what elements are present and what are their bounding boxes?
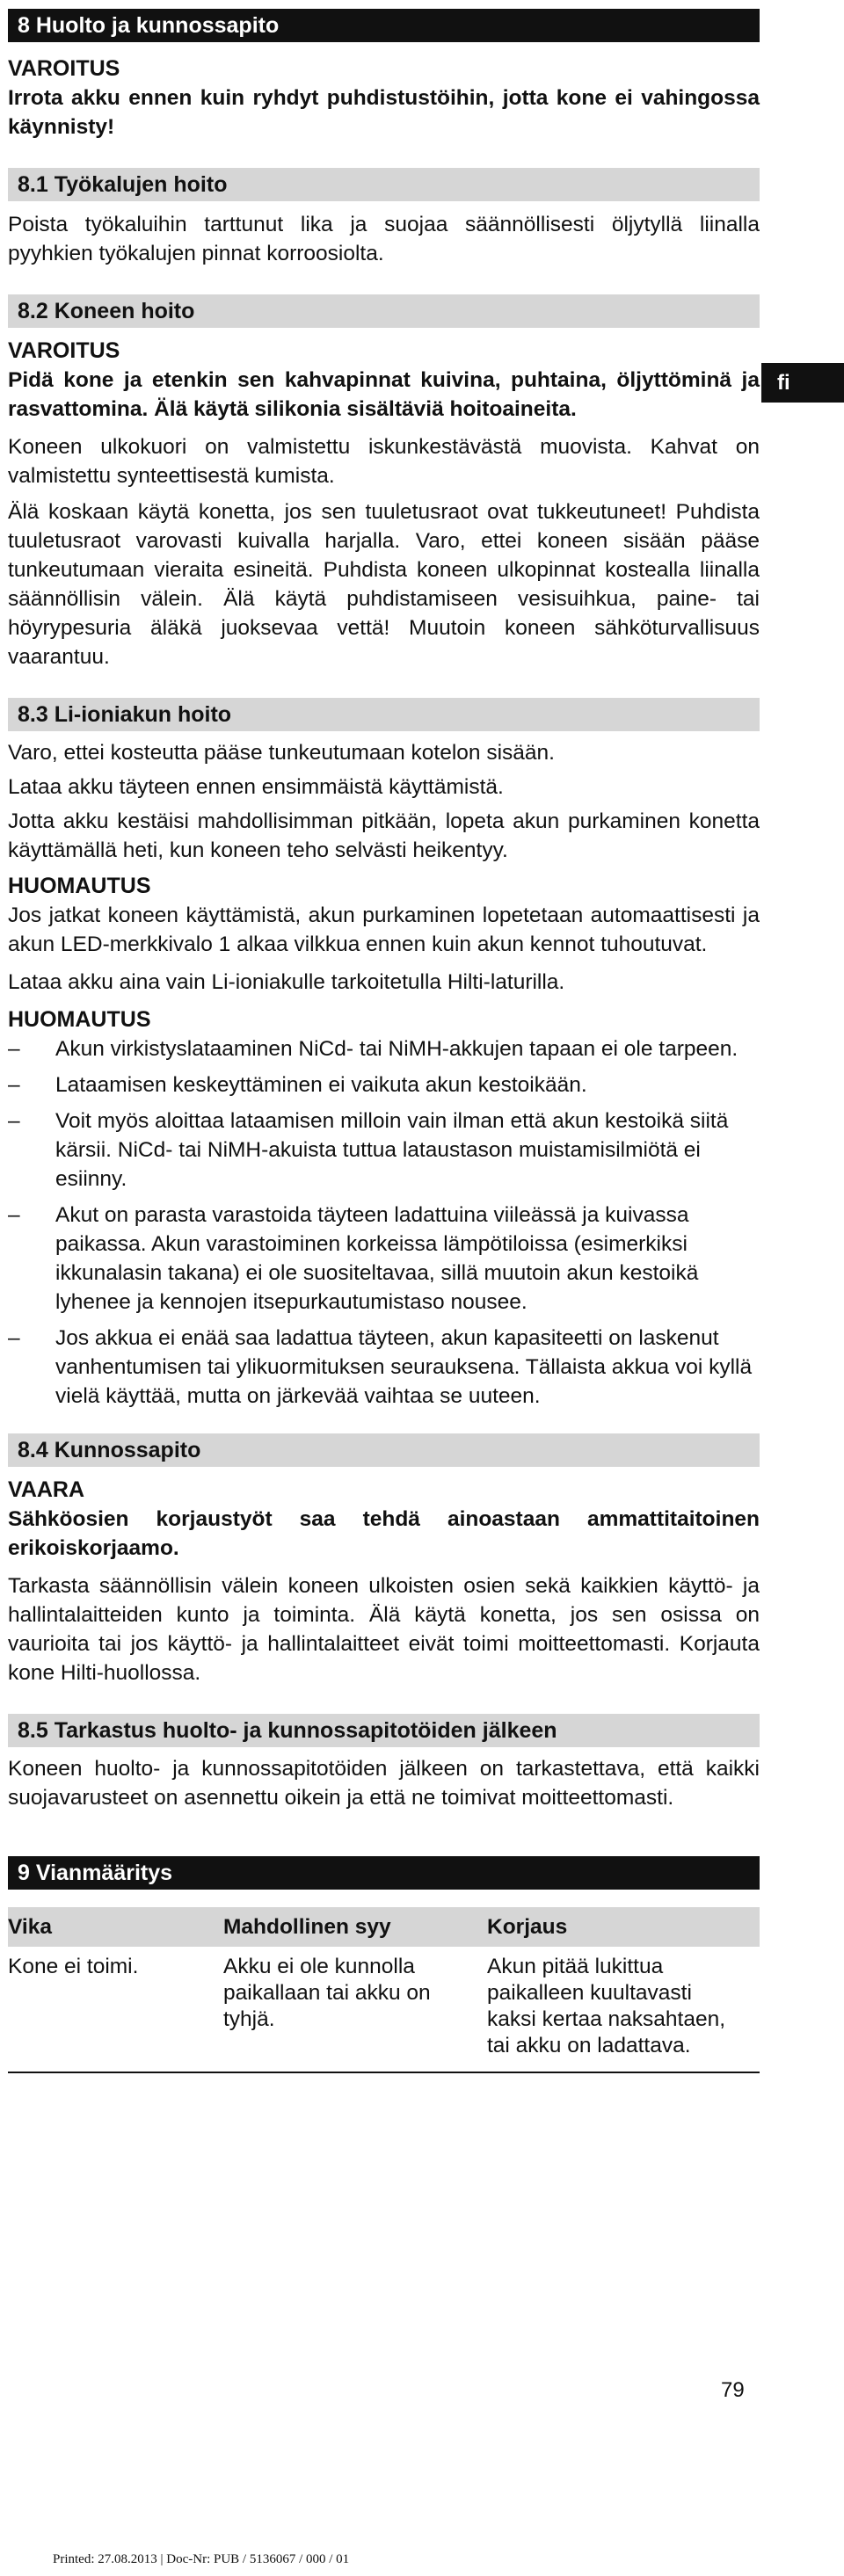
warning-text: Pidä kone ja etenkin sen kahvapinnat kuivina, puhtaina, öljyttöminä ja rasvattomina. Älä käytä silikonia sisältäviä hoitoaineita.	[8, 368, 760, 421]
danger-text: Sähköosien korjaustyöt saa tehdä ainoastaan ammattitaitoinen erikoiskorjaamo.	[8, 1507, 760, 1560]
table-cell: Kone ei toimi.	[8, 1955, 139, 1978]
dash-bullet: –	[8, 1073, 20, 1097]
page-number: 79	[721, 2378, 745, 2402]
section-8-5-heading: 8.5 Tarkastus huolto- ja kunnossapitotöiden jälkeen	[8, 1714, 760, 1747]
paragraph: Lataa akku täyteen ennen ensimmäistä käyttämistä.	[8, 775, 504, 799]
list-item-text: Akun virkistyslataaminen NiCd- tai NiMH-akkujen tapaan ei ole tarpeen.	[55, 1037, 738, 1061]
section-8-4-heading: 8.4 Kunnossapito	[8, 1433, 760, 1467]
paragraph: Koneen ulkokuori on valmistettu iskunkestävästä muovista. Kahvat on valmistettu synteettisestä kumista.	[8, 435, 760, 488]
print-footer: Printed: 27.08.2013 | Doc-Nr: PUB / 5136067 / 000 / 01	[53, 2552, 350, 2566]
list-item-text: Voit myös aloittaa lataamisen milloin vain ilman että akun kestoikä siitä kärsii. NiCd- tai NiMH-akuista tuttua lataustason muistamisilmiötä ei esiinny.	[55, 1109, 729, 1191]
column-header: Vika	[8, 1907, 223, 1947]
list-item	[8, 1070, 760, 1099]
page-content	[8, 0, 760, 2073]
danger-title: VAARA	[8, 1477, 85, 1502]
dash-bullet: –	[8, 1326, 20, 1350]
list-item-text: Jos akkua ei enää saa ladattua täyteen, akun kapasiteetti on laskenut vanhentumisen tai ylikuormituksen seurauksena. Tällaista akkua voi kyllä vielä käyttää, mutta on järkevää vaihtaa se uuteen.	[55, 1326, 753, 1408]
section-8-heading: 8 Huolto ja kunnossapito	[8, 9, 760, 42]
section-8-3-heading: 8.3 Li-ioniakun hoito	[8, 698, 760, 731]
paragraph: Jotta akku kestäisi mahdollisimman pitkään, lopeta akun purkaminen konetta käyttämällä heti, kun koneen teho selvästi heikentyy.	[8, 809, 760, 862]
dash-bullet: –	[8, 1109, 20, 1133]
troubleshooting-table	[8, 1907, 760, 2073]
list-item	[8, 1324, 760, 1411]
column-header: Mahdollinen syy	[223, 1907, 487, 1947]
section-9-heading: 9 Vianmääritys	[8, 1856, 760, 1890]
note-title: HUOMAUTUS	[8, 1007, 151, 1032]
list-item-text: Akut on parasta varastoida täyteen ladattuina viileässä ja kuivassa paikassa. Akun varastoiminen korkeissa lämpötiloissa (esimerkiksi ikkunalasin takana) ei ole suositeltavaa, sillä muutoin akun kestoikä lyhenee ja kennojen itsepurkautumistaso nousee.	[55, 1203, 699, 1314]
list-item-text: Lataamisen keskeyttäminen ei vaikuta akun kestoikään.	[55, 1073, 587, 1097]
dash-bullet: –	[8, 1203, 20, 1227]
section-8-1-text: Poista työkaluihin tarttunut lika ja suojaa säännöllisesti öljytyllä liinalla pyyhkien työkalujen pinnat korroosiolta.	[8, 213, 760, 265]
list-item	[8, 1201, 760, 1317]
paragraph: Koneen huolto- ja kunnossapitotöiden jälkeen on tarkastettava, että kaikki suojavarusteet on asennettu oikein ja että ne toimivat moitteettomasti.	[8, 1757, 760, 1810]
table-cell: Akun pitää lukittua paikalleen kuultavasti kaksi kertaa naksahtaen, tai akku on ladattava.	[487, 1955, 726, 2057]
dash-bullet: –	[8, 1037, 20, 1061]
column-header: Korjaus	[487, 1907, 760, 1947]
list-item	[8, 1107, 760, 1194]
note-text: Jos jatkat koneen käyttämistä, akun purkaminen lopetetaan automaattisesti ja akun LED-merkkivalo 1 alkaa vilkkua ennen kuin akun kennot tuhoutuvat.	[8, 903, 760, 956]
table-cell: Akku ei ole kunnolla paikallaan tai akku on tyhjä.	[223, 1955, 431, 2031]
note-title: HUOMAUTUS	[8, 874, 151, 898]
battery-notes-list	[8, 1034, 760, 1411]
paragraph: Tarkasta säännöllisin välein koneen ulkoisten osien sekä kaikkien käyttö- ja hallintalaitteiden kunto ja toiminta. Älä käytä konetta, jos sen osissa on vaurioita tai jos käyttö- ja hallintalaitteet eivät toimi moitteettomasti. Korjauta kone Hilti-huollossa.	[8, 1574, 760, 1685]
table-header-row	[8, 1907, 760, 1947]
warning-text: Irrota akku ennen kuin ryhdyt puhdistustöihin, jotta kone ei vahingossa käynnisty!	[8, 86, 760, 139]
warning-title: VAROITUS	[8, 338, 120, 363]
paragraph: Älä koskaan käytä konetta, jos sen tuuletusraot ovat tukkeutuneet! Puhdista tuuletusraot varovasti kuivalla harjalla. Varo, ettei koneen sisään pääse tunkeutumaan vieraita esineitä. Puhdista koneen ulkopinnat kostealla liinalla säännöllisin välein. Älä käytä puhdistamiseen vesisuihkua, paine- tai höyrypesuria äläkä juoksevaa vettä! Muutoin koneen sähköturvallisuus vaarantuu.	[8, 500, 760, 669]
paragraph: Lataa akku aina vain Li-ioniakulle tarkoitetulla Hilti-laturilla.	[8, 970, 565, 994]
table-row	[8, 1947, 760, 2072]
list-item	[8, 1034, 760, 1063]
language-tab: fi	[761, 363, 844, 403]
section-8-1-heading: 8.1 Työkalujen hoito	[8, 168, 760, 201]
section-8-2-heading: 8.2 Koneen hoito	[8, 294, 760, 328]
warning-title: VAROITUS	[8, 56, 120, 81]
paragraph: Varo, ettei kosteutta pääse tunkeutumaan kotelon sisään.	[8, 741, 555, 765]
